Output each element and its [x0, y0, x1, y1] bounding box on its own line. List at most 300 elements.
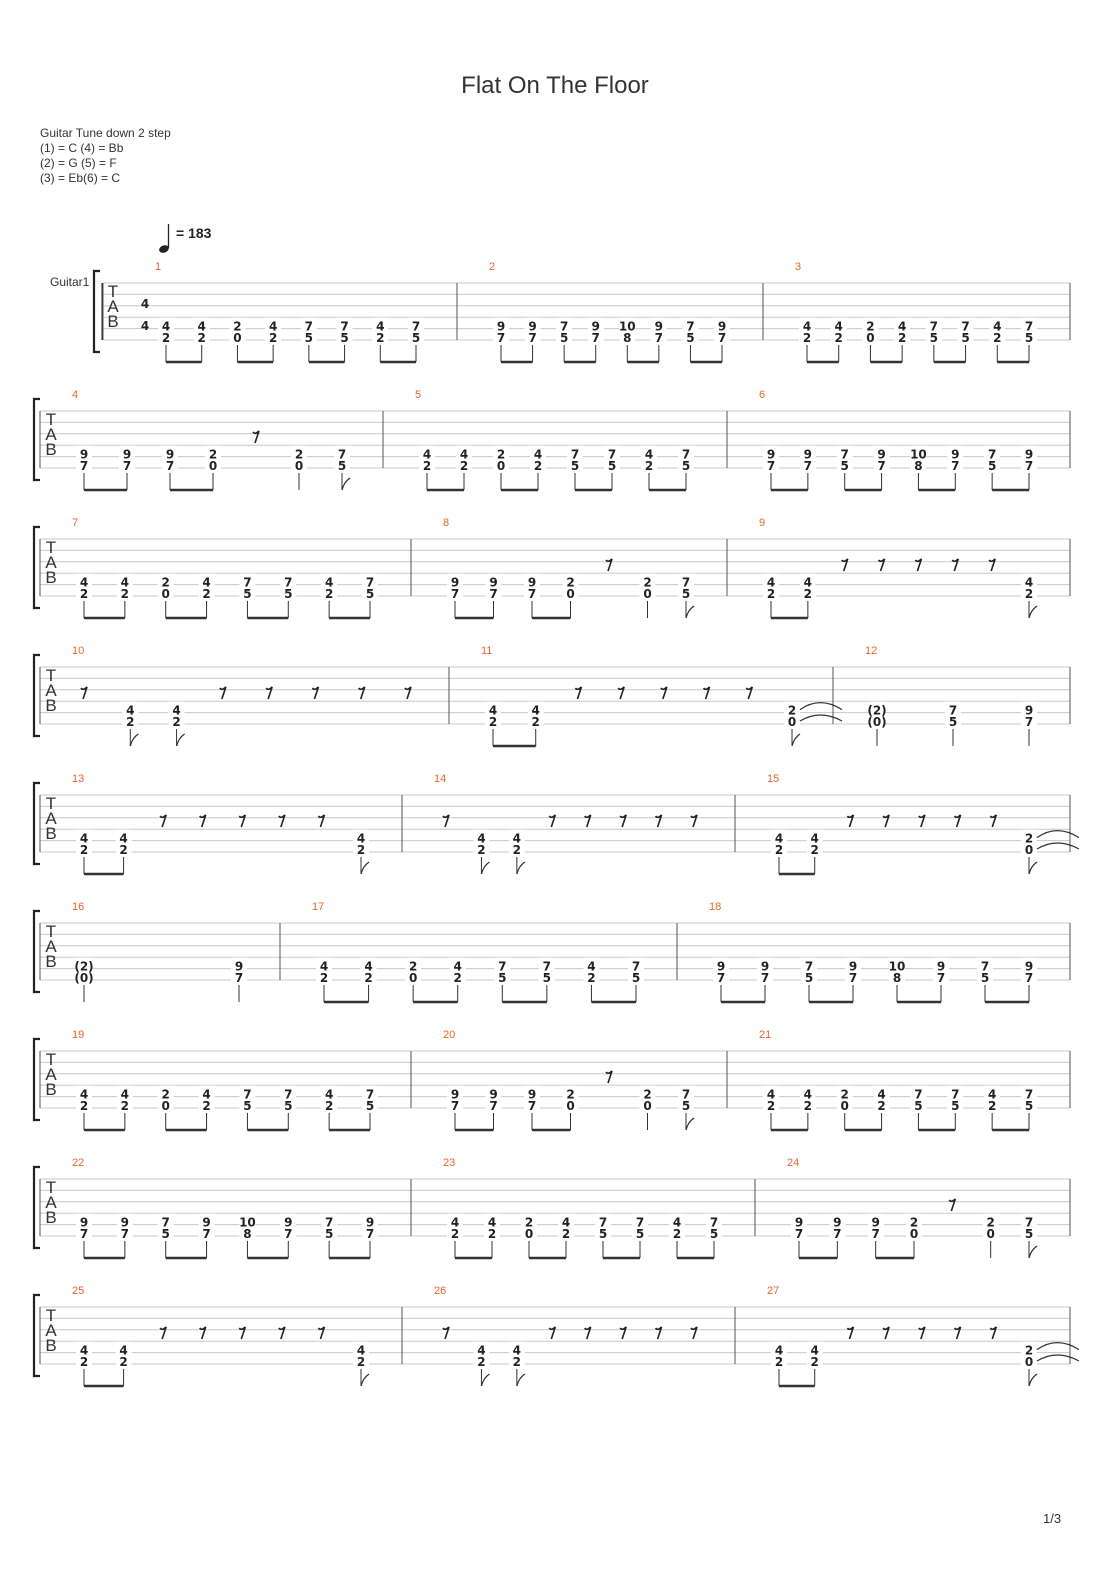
fret-number: 2 — [834, 331, 843, 345]
fret-number: 0 — [866, 331, 875, 345]
tab-clef-letter: B — [45, 952, 57, 971]
fret-number: 2 — [294, 447, 304, 462]
tab-clef-letter: A — [45, 1193, 57, 1212]
fret-number: 4 — [774, 831, 784, 846]
tuning-line: (3) = Eb(6) = C — [40, 171, 121, 185]
eighth-rest-icon — [990, 815, 996, 827]
eighth-rest-icon — [549, 1327, 555, 1339]
fret-number: 2 — [208, 447, 218, 462]
fret-number: (2) — [74, 959, 94, 974]
fret-number: 0 — [909, 1227, 919, 1241]
fret-number: 4 — [161, 319, 171, 334]
fret-number: 5 — [243, 587, 252, 601]
fret-number: 7 — [936, 971, 946, 985]
tab-clef-letter: B — [45, 824, 57, 843]
fret-number: 4 — [202, 1087, 211, 1102]
tab-clef-letter: A — [45, 1321, 57, 1340]
fret-number: 4 — [802, 319, 812, 334]
fret-number: 2 — [1024, 587, 1034, 601]
fret-number: 9 — [951, 447, 960, 462]
fret-number: 4 — [803, 575, 813, 590]
fret-number: 7 — [304, 319, 314, 334]
fret-number: 7 — [122, 459, 132, 473]
fret-number: 2 — [319, 971, 329, 985]
fret-number: (0) — [74, 971, 94, 985]
fret-number: 5 — [304, 331, 314, 345]
fret-number: 5 — [365, 1099, 375, 1113]
fret-number: 7 — [1024, 1087, 1034, 1102]
fret-number: 5 — [1024, 1227, 1034, 1241]
fret-number: 5 — [161, 1227, 170, 1241]
fret-number: 2 — [161, 331, 171, 345]
fret-number: 4 — [197, 319, 206, 334]
fret-number: 4 — [356, 1343, 366, 1358]
fret-number: 2 — [356, 1355, 366, 1369]
fret-number: 4 — [1024, 575, 1034, 590]
fret-number: 4 — [766, 575, 776, 590]
fret-number: 9 — [803, 447, 813, 462]
fret-number: 8 — [914, 459, 923, 473]
fret-number: 2 — [119, 1355, 128, 1369]
fret-number: 10 — [618, 319, 636, 334]
tab-clef-letter: B — [45, 1080, 57, 1099]
fret-number: 4 — [120, 1087, 130, 1102]
fret-number: 5 — [598, 1227, 608, 1241]
fret-number: 4 — [877, 1087, 886, 1102]
fret-number: 2 — [408, 959, 418, 974]
measure-number: 19 — [72, 1029, 85, 1041]
fret-number: 0 — [524, 1227, 534, 1241]
fret-number: 5 — [365, 587, 375, 601]
fret-number: 5 — [948, 715, 958, 729]
fret-number: 7 — [1024, 459, 1034, 473]
fret-number: 9 — [760, 959, 770, 974]
fret-number: 2 — [422, 459, 432, 473]
fret-number: 7 — [598, 1215, 608, 1230]
fret-number: 5 — [681, 459, 691, 473]
measure-number: 16 — [72, 901, 85, 913]
fret-number: 7 — [284, 1227, 293, 1241]
fret-number: 2 — [774, 1355, 784, 1369]
fret-number: 7 — [951, 1087, 960, 1102]
fret-number: 7 — [450, 587, 460, 601]
eighth-rest-icon — [359, 687, 365, 699]
tie-arc — [1037, 843, 1079, 849]
fret-number: 7 — [340, 319, 349, 334]
fret-number: 7 — [631, 959, 641, 974]
fret-number: 2 — [561, 1227, 571, 1241]
fret-number: 7 — [570, 447, 580, 462]
eighth-rest-icon — [915, 559, 921, 571]
tab-clef-letter: T — [45, 1050, 57, 1069]
note-flag — [1029, 1374, 1037, 1386]
fret-number: 0 — [643, 1099, 652, 1113]
fret-number: 2 — [364, 971, 373, 985]
system-bracket — [34, 655, 40, 736]
fret-number: 4 — [79, 1343, 89, 1358]
tab-clef-letter: A — [45, 425, 57, 444]
fret-number: (2) — [867, 703, 887, 718]
measure-number: 18 — [709, 901, 722, 913]
fret-number: 2 — [119, 843, 128, 857]
fret-number: 4 — [561, 1215, 571, 1230]
measure-number: 22 — [72, 1157, 85, 1169]
fret-number: 2 — [802, 331, 812, 345]
instrument-name: Guitar1 — [50, 275, 90, 289]
fret-number: 7 — [686, 319, 695, 334]
fret-number: 0 — [161, 587, 170, 601]
fret-number: 2 — [459, 459, 469, 473]
tab-clef-letter: B — [45, 1336, 57, 1355]
fret-number: 7 — [871, 1227, 880, 1241]
fret-number: 7 — [234, 971, 244, 985]
eighth-rest-icon — [405, 687, 411, 699]
fret-number: 7 — [496, 331, 506, 345]
tab-clef-letter: T — [45, 1306, 57, 1325]
eighth-rest-icon — [443, 815, 449, 827]
eighth-rest-icon — [949, 1199, 955, 1211]
tab-clef-letter: T — [45, 538, 57, 557]
eighth-rest-icon — [883, 815, 889, 827]
tie-arc — [800, 703, 842, 710]
fret-number: 7 — [365, 1227, 375, 1241]
fret-number: 9 — [871, 1215, 880, 1230]
system-bracket — [34, 1167, 40, 1248]
fret-number: 9 — [877, 447, 886, 462]
fret-number: 5 — [709, 1227, 719, 1241]
fret-number: 7 — [243, 1087, 252, 1102]
fret-number: 2 — [533, 459, 543, 473]
fret-number: 7 — [717, 331, 727, 345]
fret-number: 9 — [716, 959, 726, 974]
eighth-rest-icon — [606, 1071, 612, 1083]
fret-number: 7 — [804, 959, 814, 974]
fret-number: 0 — [1024, 1355, 1034, 1369]
tuning-heading: Guitar Tune down 2 step — [40, 126, 171, 140]
eighth-rest-icon — [220, 687, 226, 699]
fret-number: 2 — [587, 971, 596, 985]
fret-number: 8 — [892, 971, 902, 985]
fret-number: 5 — [961, 331, 970, 345]
fret-number: 4 — [324, 1087, 334, 1102]
measure-number: 20 — [443, 1029, 456, 1041]
measure-number: 10 — [72, 645, 85, 657]
fret-number: 4 — [987, 1087, 997, 1102]
fret-number: 7 — [803, 459, 813, 473]
fret-number: 4 — [897, 319, 907, 334]
fret-number: 4 — [531, 703, 540, 718]
measure-number: 3 — [795, 261, 802, 273]
fret-number: 5 — [929, 331, 939, 345]
fret-number: 4 — [126, 703, 135, 718]
fret-number: 7 — [848, 971, 858, 985]
note-flag — [177, 734, 185, 746]
fret-number: 9 — [1024, 447, 1034, 462]
eighth-rest-icon — [955, 1327, 961, 1339]
fret-number: 0 — [566, 587, 575, 601]
fret-number: 7 — [559, 319, 569, 334]
fret-number: 7 — [365, 1087, 375, 1102]
fret-number: 9 — [202, 1215, 211, 1230]
fret-number: 2 — [866, 319, 875, 334]
fret-number: 9 — [496, 319, 506, 334]
fret-number: 5 — [542, 971, 552, 985]
fret-number: 9 — [1024, 959, 1034, 974]
fret-number: 7 — [681, 1087, 691, 1102]
fret-number: 2 — [233, 319, 242, 334]
eighth-rest-icon — [661, 687, 667, 699]
fret-number: 7 — [1024, 971, 1034, 985]
fret-number: 2 — [356, 843, 366, 857]
eighth-rest-icon — [279, 1327, 285, 1339]
fret-number: 5 — [411, 331, 421, 345]
note-flag — [130, 734, 138, 746]
fret-number: 9 — [1024, 703, 1034, 718]
fret-number: 2 — [126, 715, 135, 729]
fret-number: 5 — [243, 1099, 252, 1113]
fret-number: 9 — [766, 447, 776, 462]
tab-clef-letter: A — [45, 809, 57, 828]
fret-number: 9 — [450, 1087, 460, 1102]
fret-number: 7 — [766, 459, 776, 473]
fret-number: 2 — [172, 715, 181, 729]
fret-number: 5 — [686, 331, 695, 345]
fret-number: 9 — [165, 447, 175, 462]
fret-number: 9 — [794, 1215, 804, 1230]
time-signature-top: 4 — [140, 297, 150, 311]
measure-number: 17 — [312, 901, 325, 913]
fret-number: 7 — [365, 575, 375, 590]
fret-number: 4 — [512, 831, 522, 846]
eighth-rest-icon — [239, 1327, 245, 1339]
fret-number: 4 — [672, 1215, 682, 1230]
eighth-rest-icon — [318, 815, 324, 827]
fret-number: 2 — [803, 587, 813, 601]
fret-number: 2 — [512, 843, 522, 857]
fret-number: 4 — [766, 1087, 776, 1102]
fret-number: 4 — [803, 1087, 813, 1102]
eighth-rest-icon — [318, 1327, 324, 1339]
tab-clef-letter: T — [45, 922, 57, 941]
eighth-rest-icon — [656, 1327, 662, 1339]
fret-number: 7 — [527, 1099, 537, 1113]
fret-number: 9 — [527, 575, 537, 590]
eighth-rest-icon — [883, 1327, 889, 1339]
system-bracket — [34, 527, 40, 608]
fret-number: 7 — [1024, 1215, 1034, 1230]
fret-number: 7 — [681, 575, 691, 590]
fret-number: 4 — [810, 1343, 819, 1358]
fret-number: 2 — [803, 1099, 813, 1113]
eighth-rest-icon — [585, 815, 591, 827]
page-number: 1/3 — [1043, 1511, 1062, 1526]
tie-arc — [1037, 1355, 1079, 1361]
fret-number: 2 — [79, 587, 89, 601]
fret-number: 5 — [914, 1099, 923, 1113]
tab-clef-letter: B — [45, 696, 57, 715]
fret-number: 0 — [1024, 843, 1034, 857]
fret-number: 7 — [450, 1099, 460, 1113]
fret-number: 7 — [542, 959, 552, 974]
fret-number: 9 — [489, 575, 498, 590]
fret-number: 4 — [459, 447, 469, 462]
note-flag — [686, 1118, 694, 1130]
tab-clef-letter: T — [45, 410, 57, 429]
fret-number: 4 — [268, 319, 278, 334]
tie-arc — [800, 715, 842, 721]
fret-number: 0 — [643, 587, 652, 601]
tab-clef-letter: T — [107, 282, 119, 301]
fret-number: 2 — [161, 1087, 170, 1102]
fret-number: 7 — [948, 703, 958, 718]
fret-number: 7 — [79, 1227, 89, 1241]
eighth-rest-icon — [691, 1327, 697, 1339]
measure-number: 25 — [72, 1285, 85, 1297]
fret-number: 10 — [910, 447, 927, 462]
fret-number: 5 — [570, 459, 580, 473]
fret-number: 2 — [644, 459, 654, 473]
fret-number: 5 — [681, 1099, 691, 1113]
tab-clef-letter: B — [45, 1208, 57, 1227]
fret-number: 7 — [202, 1227, 211, 1241]
tab-clef-letter: B — [45, 568, 57, 587]
fret-number: 5 — [980, 971, 990, 985]
eighth-rest-icon — [312, 687, 318, 699]
tab-clef-letter: T — [45, 666, 57, 685]
fret-number: 9 — [654, 319, 664, 334]
fret-number: 7 — [411, 319, 421, 334]
eighth-rest-icon — [746, 687, 752, 699]
fret-number: 5 — [631, 971, 641, 985]
fret-number: 7 — [987, 447, 997, 462]
fret-number: 4 — [488, 703, 498, 718]
fret-number: 2 — [161, 575, 170, 590]
fret-number: 2 — [840, 1087, 849, 1102]
fret-number: 5 — [1024, 1099, 1034, 1113]
fret-number: 2 — [79, 843, 89, 857]
eighth-rest-icon — [620, 815, 626, 827]
fret-number: 7 — [980, 959, 990, 974]
fret-number: 7 — [284, 575, 293, 590]
measure-number: 12 — [865, 645, 878, 657]
tab-clef-letter: T — [45, 1178, 57, 1197]
measure-number: 26 — [434, 1285, 447, 1297]
eighth-rest-icon — [549, 815, 555, 827]
fret-number: 9 — [489, 1087, 498, 1102]
fret-number: 7 — [528, 331, 537, 345]
fret-number: 5 — [681, 587, 691, 601]
fret-number: 0 — [840, 1099, 849, 1113]
fret-number: 0 — [986, 1227, 995, 1241]
eighth-rest-icon — [200, 815, 206, 827]
fret-number: 2 — [512, 1355, 522, 1369]
fret-number: 4 — [533, 447, 543, 462]
fret-number: 4 — [324, 575, 334, 590]
fret-number: 4 — [587, 959, 596, 974]
fret-number: 7 — [929, 319, 939, 334]
fret-number: 2 — [766, 1099, 776, 1113]
note-flag — [792, 734, 800, 746]
fret-number: 9 — [120, 1215, 130, 1230]
fret-number: 2 — [877, 1099, 886, 1113]
note-flag — [361, 862, 369, 874]
measure-number: 8 — [443, 517, 450, 529]
fret-number: 7 — [120, 1227, 130, 1241]
tab-clef-letter: A — [45, 553, 57, 572]
fret-number: 2 — [79, 1355, 89, 1369]
fret-number: 5 — [804, 971, 814, 985]
fret-number: 4 — [79, 575, 89, 590]
measure-number: 4 — [72, 389, 79, 401]
fret-number: 4 — [810, 831, 819, 846]
eighth-rest-icon — [919, 815, 925, 827]
fret-number: 2 — [810, 1355, 819, 1369]
fret-number: 4 — [202, 575, 211, 590]
fret-number: 2 — [477, 1355, 486, 1369]
fret-number: 2 — [909, 1215, 919, 1230]
eighth-rest-icon — [620, 1327, 626, 1339]
note-flag — [481, 862, 489, 874]
fret-number: 7 — [681, 447, 691, 462]
fret-number: 9 — [848, 959, 858, 974]
eighth-rest-icon — [160, 815, 166, 827]
measure-number: 24 — [787, 1157, 800, 1169]
tab-clef-letter: A — [107, 297, 119, 316]
eighth-rest-icon — [990, 1327, 996, 1339]
measure-number: 13 — [72, 773, 85, 785]
eighth-rest-icon — [606, 559, 612, 571]
fret-number: 2 — [1024, 1343, 1034, 1358]
fret-number: 7 — [877, 459, 886, 473]
fret-number: 0 — [496, 459, 506, 473]
tuning-line: (2) = G (5) = F — [40, 156, 117, 170]
fret-number: 10 — [239, 1215, 256, 1230]
fret-number: 2 — [197, 331, 206, 345]
fret-number: 7 — [284, 1087, 293, 1102]
fret-number: 4 — [364, 959, 373, 974]
note-flag — [361, 1374, 369, 1386]
fret-number: 5 — [951, 1099, 960, 1113]
measure-number: 14 — [434, 773, 447, 785]
fret-number: 8 — [623, 331, 632, 345]
fret-number: 5 — [1024, 331, 1034, 345]
tab-clef-letter: A — [45, 937, 57, 956]
fret-number: 2 — [324, 1099, 334, 1113]
fret-number: 7 — [527, 587, 537, 601]
fret-number: 2 — [202, 587, 211, 601]
measure-number: 2 — [489, 261, 496, 273]
measure-number: 5 — [415, 389, 422, 401]
fret-number: 0 — [294, 459, 304, 473]
fret-number: 9 — [122, 447, 132, 462]
eighth-rest-icon — [919, 1327, 925, 1339]
eighth-rest-icon — [656, 815, 662, 827]
fret-number: 9 — [936, 959, 946, 974]
tab-clef-letter: B — [107, 312, 119, 331]
fret-number: 7 — [591, 331, 600, 345]
fret-number: 2 — [496, 447, 506, 462]
fret-number: 4 — [79, 831, 89, 846]
fret-number: 9 — [79, 1215, 89, 1230]
fret-number: 5 — [987, 459, 997, 473]
eighth-rest-icon — [279, 815, 285, 827]
eighth-rest-icon — [266, 687, 272, 699]
fret-number: 7 — [1024, 715, 1034, 729]
fret-number: 2 — [524, 1215, 534, 1230]
fret-number: 7 — [840, 447, 849, 462]
note-flag — [686, 606, 694, 618]
fret-number: 0 — [566, 1099, 575, 1113]
